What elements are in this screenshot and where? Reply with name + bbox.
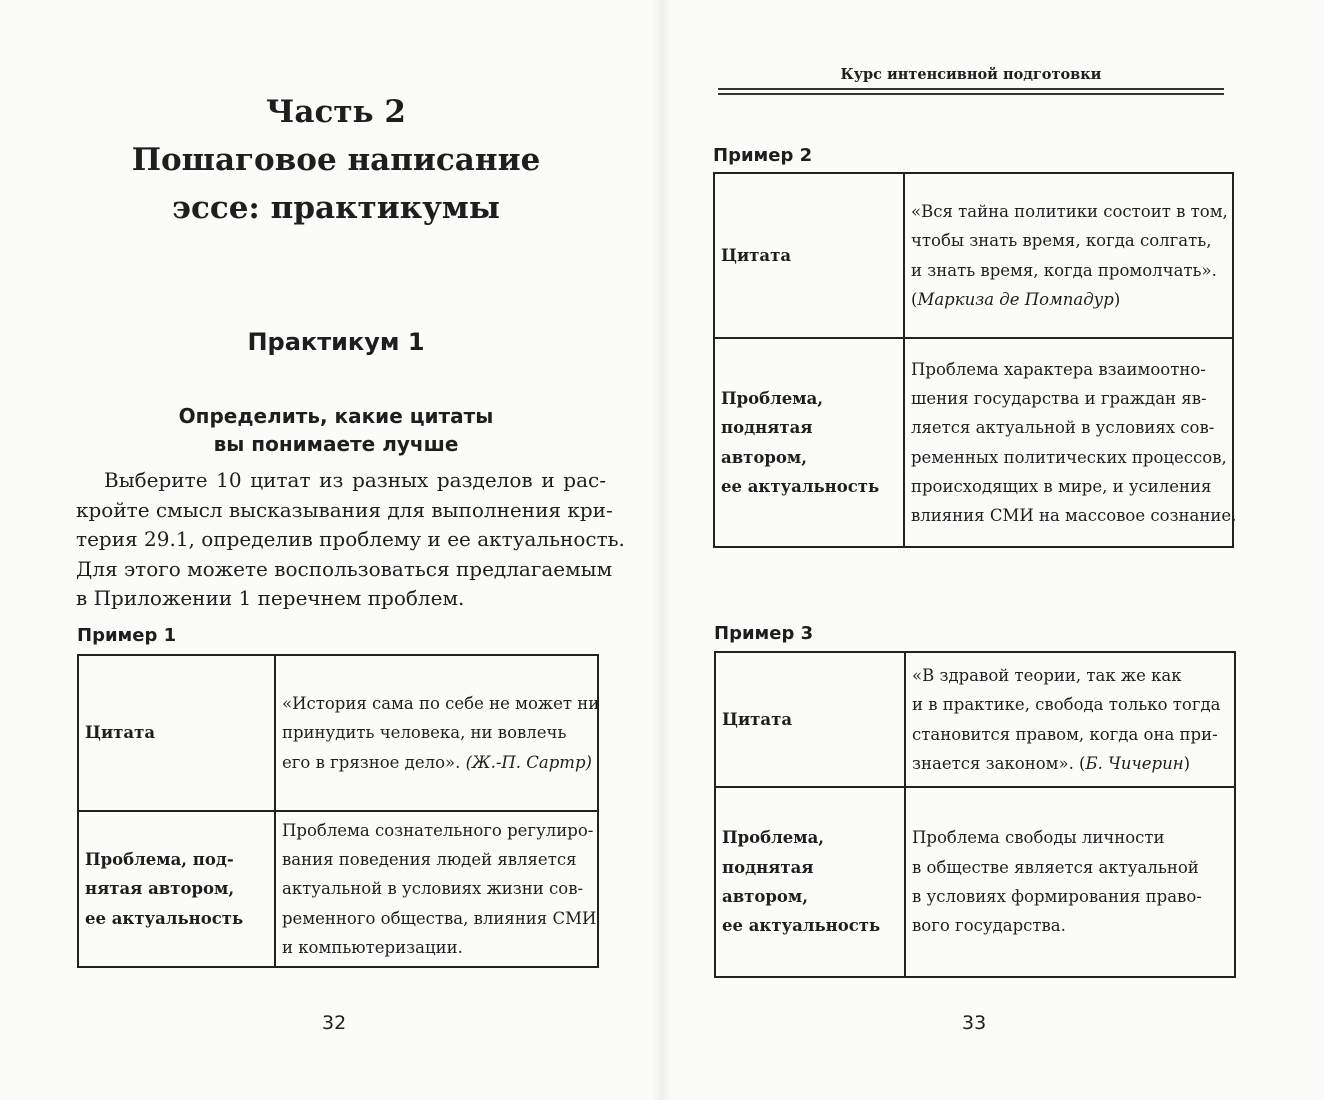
problem-line: вания поведения людей является: [282, 850, 577, 870]
problem-label-line: ее актуальность: [85, 908, 244, 928]
example-2-table: [713, 172, 1237, 548]
quote-line: становится правом, когда она при-: [912, 724, 1218, 744]
problem-label-line: нятая автором,: [85, 879, 235, 899]
problem-label: [715, 787, 905, 977]
problem-label: [78, 811, 275, 967]
example-1-table: [77, 654, 599, 968]
quote-author: Б. Чичерин: [1085, 753, 1184, 773]
example-3-label: Пример 3: [714, 623, 814, 644]
quote-line: «История сама по себе не может ни: [282, 694, 600, 714]
problem-row: [715, 787, 1235, 977]
practicum-title: Практикум 1: [247, 328, 425, 356]
header-rule: [718, 88, 1224, 90]
quote-line: чтобы знать время, когда солгать,: [911, 231, 1212, 251]
problem-label: [714, 338, 904, 547]
task-instructions: [76, 466, 625, 614]
body-line: терия 29.1, определив проблему и ее актуальность.: [76, 527, 625, 551]
problem-line: в условиях формирования право-: [912, 887, 1202, 906]
quote-line: [282, 748, 592, 777]
problem-line: происходящих в мире, и усиления: [911, 476, 1212, 496]
quote-line: и знать время, когда промолчать».: [911, 260, 1217, 280]
example-1-label: Пример 1: [77, 625, 177, 646]
example-3-table: [714, 651, 1236, 978]
problem-line: влияния СМИ на массовое сознание.: [911, 506, 1237, 526]
problem-line: Проблема сознательного регулиро-: [282, 820, 594, 840]
quote-cell: [904, 173, 1233, 338]
page-number: 32: [322, 1012, 347, 1034]
quote-author: (Ж.-П. Сартр): [465, 752, 592, 772]
quote-label: Цитата: [78, 655, 275, 811]
problem-line: актуальной в условиях жизни сов-: [282, 879, 584, 899]
problem-line: в обществе является актуальной: [912, 857, 1199, 877]
quote-line: знается законом». (Б. Чичерин): [912, 753, 1191, 773]
quote-label: Цитата: [714, 173, 904, 338]
problem-cell: [275, 811, 598, 967]
problem-label-line: Проблема, под-: [85, 850, 234, 870]
part-title: [0, 88, 672, 232]
quote-line: «В здравой теории, так же как: [912, 665, 1182, 685]
quote-line: «Вся тайна политики состоит в том,: [911, 201, 1228, 221]
problem-label-line: поднятая: [721, 418, 813, 438]
running-head: Курс интенсивной подготовки: [840, 66, 1102, 83]
example-2-label: Пример 2: [713, 145, 813, 166]
problem-label-line: автором,: [722, 887, 809, 906]
body-line: в Приложении 1 перечнем проблем.: [76, 586, 465, 610]
quote-author-line: (Маркиза де Помпадур): [911, 289, 1121, 309]
problem-row: [78, 811, 598, 967]
part-title-line: Пошаговое написание: [131, 142, 541, 178]
body-line: Для этого можете воспользоваться предлагаемым: [76, 556, 613, 581]
problem-line: и компьютеризации.: [282, 937, 463, 957]
problem-line: ременного общества, влияния СМИ: [282, 908, 597, 928]
quote-row: [715, 652, 1235, 787]
body-line: Выберите 10 цитат из разных разделов и рас-: [104, 468, 606, 492]
problem-cell: [904, 338, 1237, 547]
problem-row: [714, 338, 1233, 547]
quote-row: [78, 655, 598, 811]
quote-label: Цитата: [715, 652, 905, 787]
problem-label-line: поднятая: [722, 857, 814, 877]
part-title-line: эссе: практикумы: [172, 190, 500, 226]
problem-label-line: Проблема,: [722, 828, 825, 848]
quote-cell: [275, 655, 598, 811]
problem-line: Проблема свободы личности: [912, 828, 1165, 848]
problem-label-line: Проблема,: [721, 388, 824, 408]
problem-label-line: ее актуальность: [722, 916, 881, 936]
part-title-line: Часть 2: [266, 94, 406, 130]
problem-line: ляется актуальной в условиях сов-: [911, 418, 1215, 438]
body-line: кройте смысл высказывания для выполнения кри-: [76, 497, 613, 522]
task-title-line: вы понимаете лучше: [213, 432, 459, 456]
quote-text: знается законом».: [912, 753, 1074, 773]
quote-author: Маркиза де Помпадур: [917, 289, 1114, 309]
quote-line: принудить человека, ни вовлечь: [282, 723, 567, 743]
quote-cell: [905, 652, 1235, 787]
problem-line: шения государства и граждан яв-: [911, 388, 1207, 408]
problem-line: Проблема характера взаимоотно-: [911, 359, 1206, 379]
quote-text: его в грязное дело».: [282, 752, 461, 772]
problem-label-line: ее актуальность: [721, 476, 880, 496]
problem-label-line: автором,: [721, 447, 808, 467]
header-rule: [718, 93, 1224, 95]
quote-line: и в практике, свобода только тогда: [912, 695, 1221, 715]
problem-line: ременных политических процессов,: [911, 447, 1227, 467]
problem-line: вого государства.: [912, 916, 1066, 936]
task-title-line: Определить, какие цитаты: [178, 404, 494, 428]
task-title: [0, 402, 672, 458]
page-number: 33: [962, 1012, 987, 1034]
problem-cell: [905, 787, 1235, 977]
quote-row: [714, 173, 1233, 338]
